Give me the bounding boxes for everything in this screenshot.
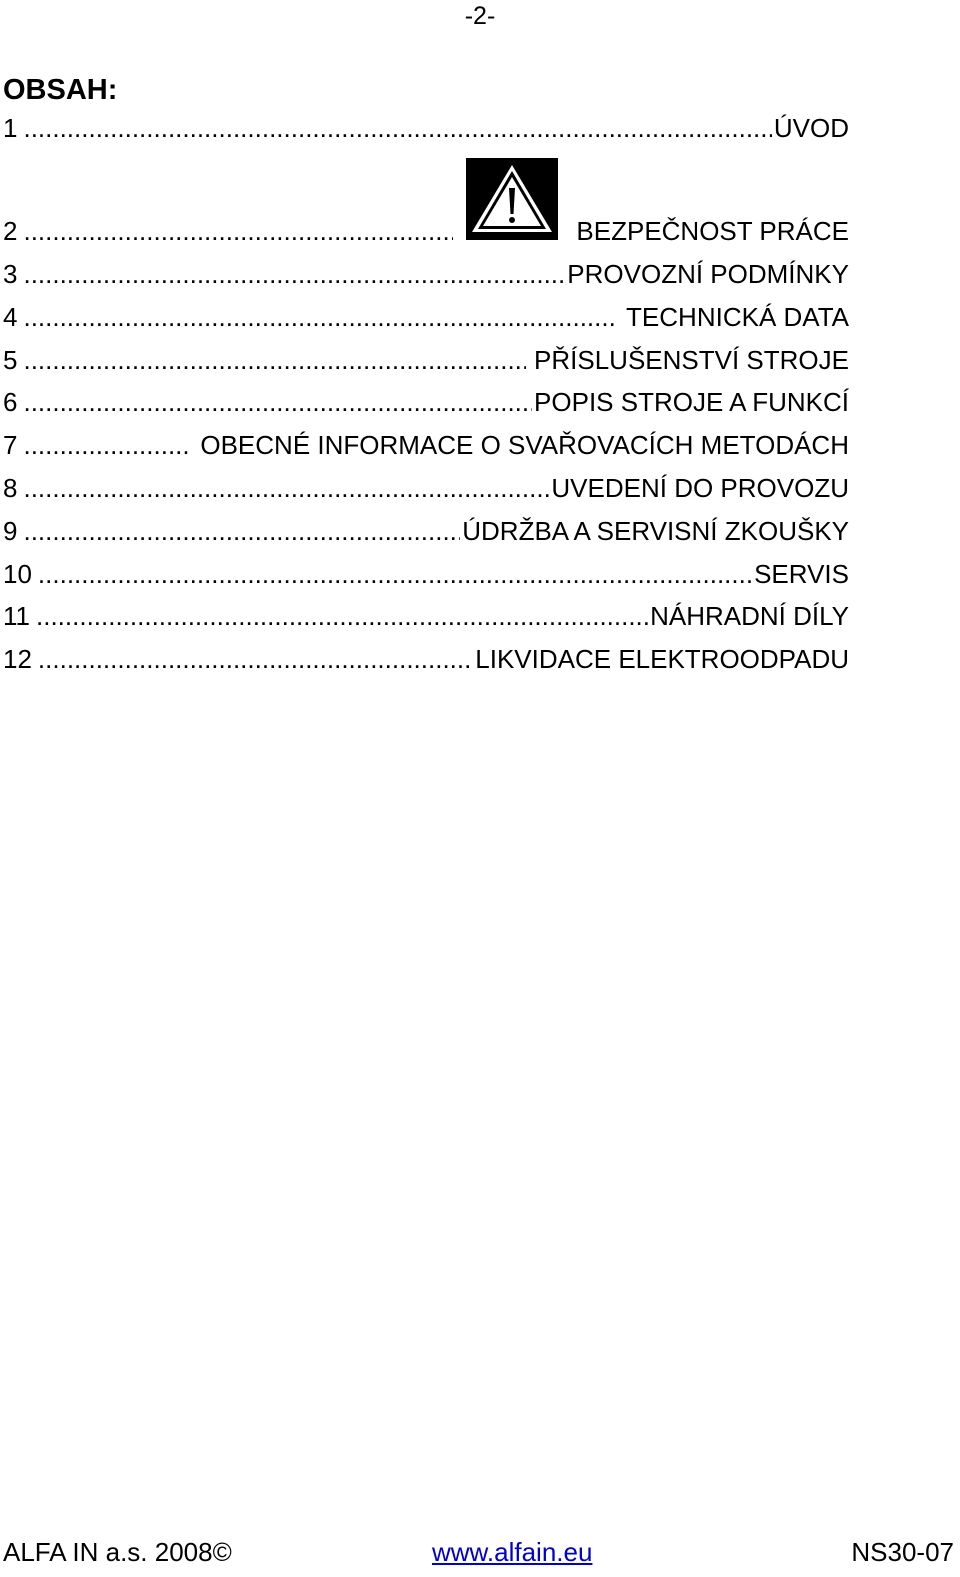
toc-entry-number: 1 xyxy=(3,113,18,143)
footer-website-link[interactable]: www.alfain.eu xyxy=(432,1537,593,1567)
toc-entry-title: PŘÍSLUŠENSTVÍ STROJE xyxy=(526,344,849,376)
toc-entry-number: 2 xyxy=(3,216,18,246)
toc-entry-number: 4 xyxy=(3,302,18,332)
toc-entry-12[interactable] xyxy=(3,643,849,675)
toc-entry-number: 7 xyxy=(3,430,18,460)
toc-entry-number: 8 xyxy=(3,473,18,503)
toc-leader-dots xyxy=(38,558,752,590)
page-footer xyxy=(0,1536,960,1570)
toc-leader-dots xyxy=(23,515,460,547)
toc-entry-title: POPIS STROJE A FUNKCÍ xyxy=(534,387,849,417)
page-number: -2- xyxy=(464,2,496,30)
toc-entry-number: 10 xyxy=(3,559,32,589)
toc-entry-2[interactable] xyxy=(3,215,849,247)
toc-leader-dots xyxy=(38,643,473,675)
toc-entry-11[interactable] xyxy=(3,600,849,632)
toc-entry-3[interactable] xyxy=(3,258,849,290)
toc-leader-dots xyxy=(23,112,771,144)
toc-entry-number: 5 xyxy=(3,345,18,375)
toc-entry-1[interactable] xyxy=(3,112,849,144)
toc-leader-dots xyxy=(23,344,526,376)
toc-leader-dots xyxy=(23,301,618,333)
toc-leader-dots xyxy=(23,386,532,418)
toc-entry-number: 3 xyxy=(3,259,18,289)
toc-entry-number: 12 xyxy=(3,644,32,674)
toc-entry-6[interactable] xyxy=(3,386,849,418)
footer-document-code: NS30-07 xyxy=(851,1537,954,1567)
footer-copyright: ALFA IN a.s. 2008© xyxy=(3,1537,232,1567)
toc-leader-dots xyxy=(23,215,453,247)
warning-triangle-icon xyxy=(466,158,558,240)
toc-leader-dots xyxy=(23,472,549,504)
toc-entry-title: OBECNÉ INFORMACE O SVAŘOVACÍCH METODÁCH xyxy=(192,429,849,461)
toc-entry-title: ÚDRŽBA A SERVISNÍ ZKOUŠKY xyxy=(462,516,849,546)
toc-entry-title: NÁHRADNÍ DÍLY xyxy=(650,601,849,631)
toc-leader-dots xyxy=(23,429,192,461)
toc-entry-7[interactable] xyxy=(3,429,849,461)
toc-entry-title: TECHNICKÁ DATA xyxy=(618,301,849,333)
toc-entry-8[interactable] xyxy=(3,472,849,504)
toc-entry-number: 11 xyxy=(3,601,30,631)
toc-entry-number: 6 xyxy=(3,387,18,417)
toc-heading: OBSAH: xyxy=(3,74,118,106)
toc-entry-title: ÚVOD xyxy=(773,113,849,143)
toc-entry-title: PROVOZNÍ PODMÍNKY xyxy=(567,259,849,289)
toc-entry-title: BEZPEČNOST PRÁCE xyxy=(576,216,849,246)
toc-leader-dots xyxy=(36,600,648,632)
toc-entry-number: 9 xyxy=(3,516,18,546)
toc-entry-9[interactable] xyxy=(3,515,849,547)
toc-leader-dots xyxy=(23,258,565,290)
toc-entry-5[interactable] xyxy=(3,344,849,376)
toc-entry-10[interactable] xyxy=(3,558,849,590)
toc-entry-title: SERVIS xyxy=(754,559,849,589)
toc-entry-4[interactable] xyxy=(3,301,849,333)
toc-entry-title: LIKVIDACE ELEKTROODPADU xyxy=(475,644,849,674)
toc-entry-title: UVEDENÍ DO PROVOZU xyxy=(551,473,849,503)
